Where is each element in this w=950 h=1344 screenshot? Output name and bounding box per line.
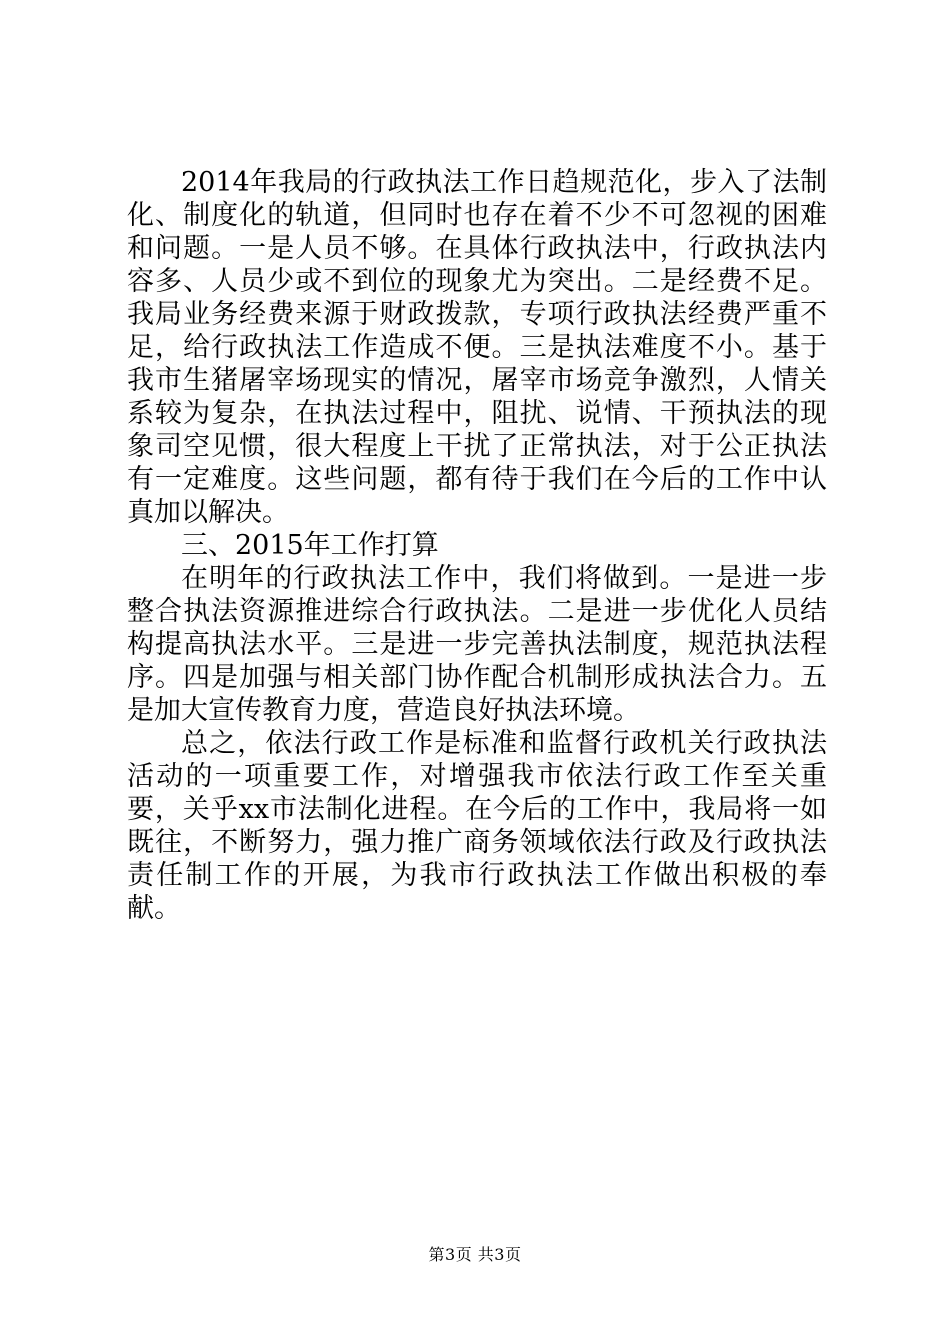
page-footer: 第3页 共3页 (428, 1245, 522, 1264)
section-heading-2015-plan: 三、2015年工作打算 (181, 530, 439, 561)
paragraph-next-year-plan: 在明年的行政执法工作中，我们将做到。一是进一步整合执法资源推进综合行政执法。二是进一步优化人员结构提高执法水平。三是进一步完善执法制度，规范执法程序。四是加强与相关部门协作配合机制形成执法合力。五是加大宣传教育力度，营造良好执法环境。 (127, 563, 827, 726)
document-body (127, 166, 827, 925)
paragraph-conclusion: 总之，依法行政工作是标准和监督行政机关行政执法活动的一项重要工作，对增强我市依法行政工作至关重要，关乎xx市法制化进程。在今后的工作中，我局将一如既往，不断努力，强力推广商务领域依法行政及行政执法责任制工作的开展，为我市行政执法工作做出积极的奉献。 (127, 728, 827, 924)
paragraph-difficulties: 2014年我局的行政执法工作日趋规范化，步入了法制化、制度化的轨道，但同时也存在着不少不可忽视的困难和问题。一是人员不够。在具体行政执法中，行政执法内容多、人员少或不到位的现象尤为突出。二是经费不足。我局业务经费来源于财政拨款，专项行政执法经费严重不足，给行政执法工作造成不便。三是执法难度不小。基于我市生猪屠宰场现实的情况，屠宰市场竞争激烈，人情关系较为复杂，在执法过程中，阻扰、说情、干预执法的现象司空见惯，很大程度上干扰了正常执法，对于公正执法有一定难度。这些问题，都有待于我们在今后的工作中认真加以解决。 (127, 167, 827, 528)
